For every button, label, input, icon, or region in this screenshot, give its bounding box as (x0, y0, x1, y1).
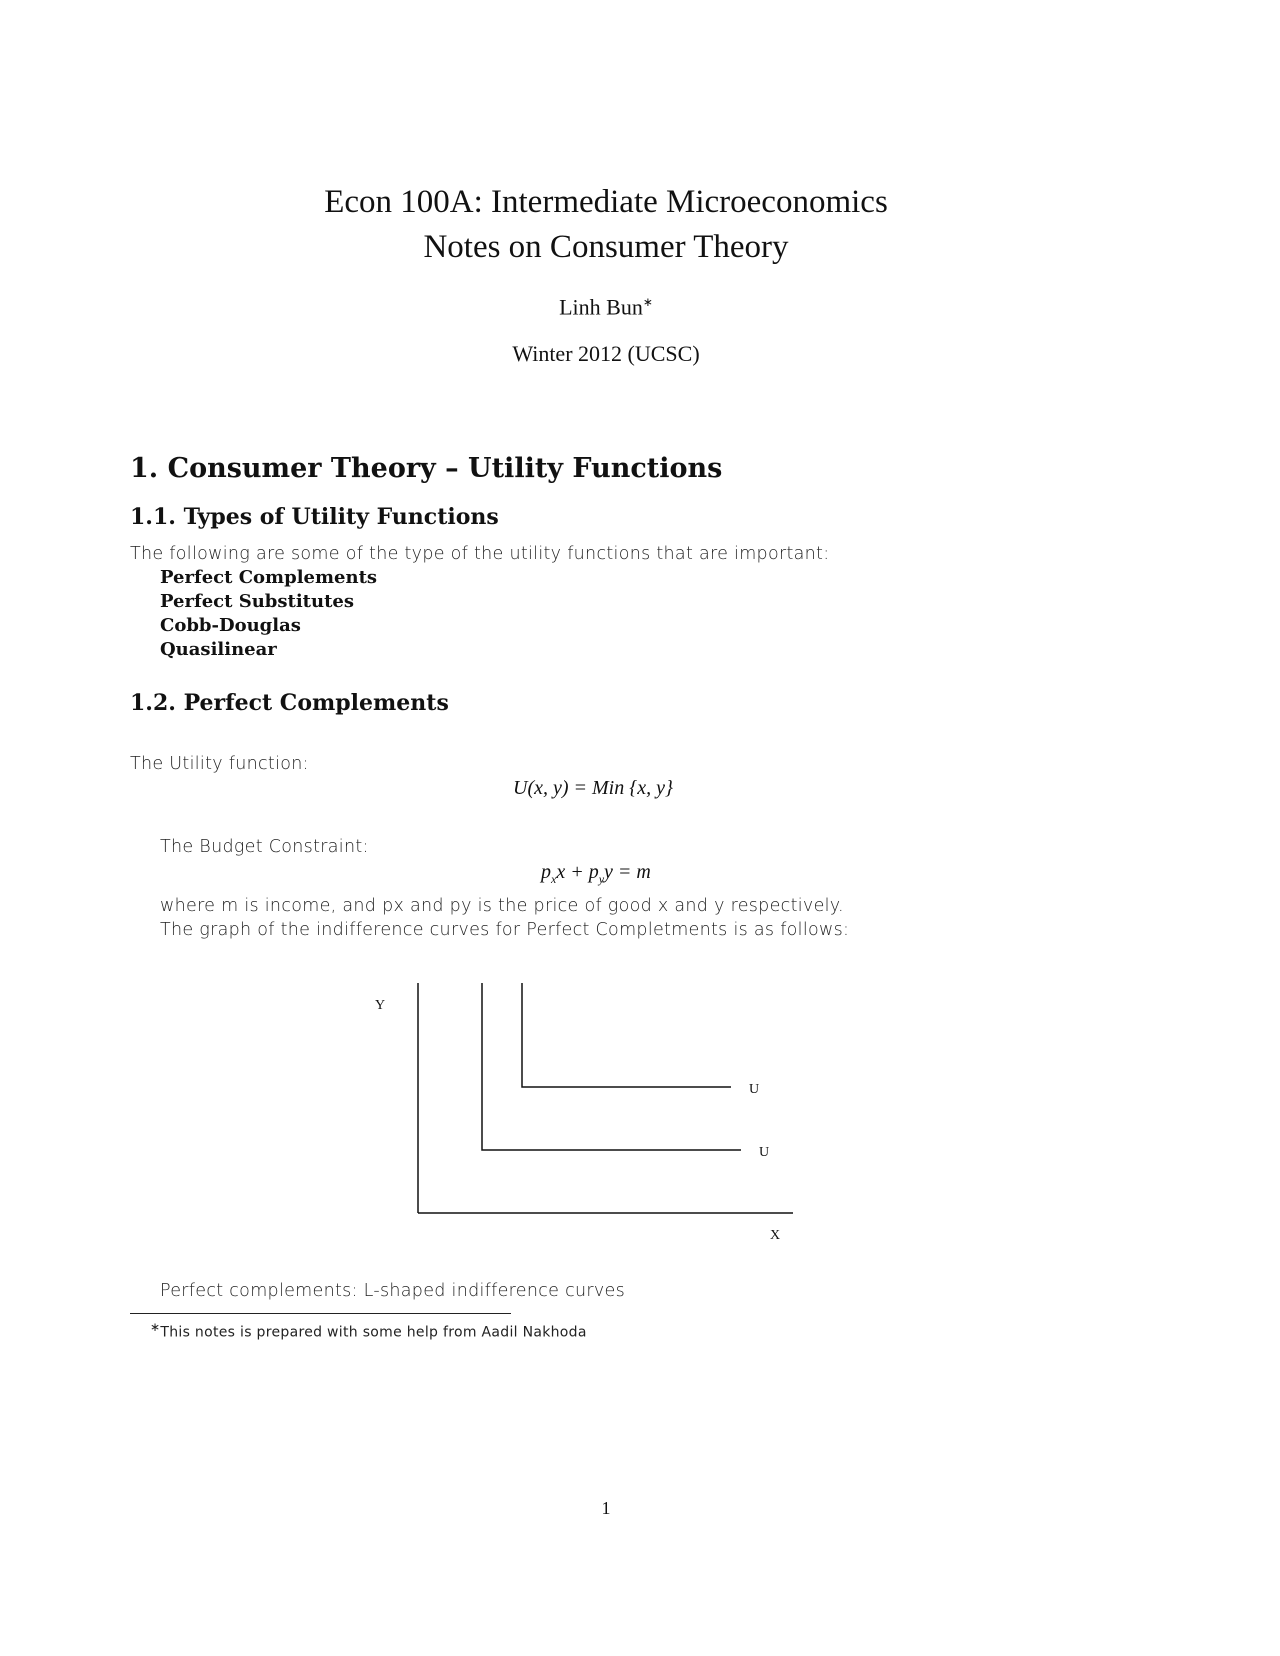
section-heading: 1. Consumer Theory – Utility Functions (130, 453, 723, 484)
list-item: Quasilinear (160, 639, 277, 660)
footnote-rule (130, 1313, 511, 1314)
author-name: Linh Bun (559, 294, 643, 320)
formula-part: x (551, 872, 557, 886)
figure-caption: Perfect complements: L-shaped indifference curves (160, 1281, 626, 1301)
formula-part: y (598, 872, 605, 886)
footnote-mark: ∗ (642, 295, 653, 309)
utility-formula: U(x, y) = Min {x, y} (513, 777, 673, 799)
indifference-curve-lower (482, 983, 741, 1150)
formula-part: x + p (556, 861, 599, 883)
subsection-heading-types: 1.1. Types of Utility Functions (130, 504, 499, 530)
y-axis-label: Y (375, 998, 386, 1013)
footnote-mark: ∗ (150, 1320, 161, 1334)
curve-label-lower: U (759, 1145, 770, 1160)
curve-label-upper: U (749, 1082, 760, 1097)
utility-label: The Utility function: (130, 754, 309, 774)
list-item: Perfect Substitutes (160, 591, 354, 612)
formula-part: y = m (604, 861, 651, 883)
document-title-line1: Econ 100A: Intermediate Microeconomics (324, 184, 888, 220)
graph-intro: The graph of the indifference curves for Perfect Completments is as follows: (160, 920, 850, 940)
footnote-text: This notes is prepared with some help from Aadil Nakhoda (160, 1324, 587, 1341)
date: Winter 2012 (UCSC) (512, 341, 700, 366)
list-item: Perfect Complements (160, 567, 378, 588)
x-axis-label: X (770, 1228, 781, 1243)
where-text: where m is income, and px and py is the price of good x and y respectively. (160, 896, 844, 916)
budget-label: The Budget Constraint: (160, 837, 369, 857)
footnote (150, 1321, 587, 1340)
list-item: Cobb-Douglas (160, 615, 301, 636)
intro-text: The following are some of the type of the utility functions that are important: (130, 544, 830, 564)
indifference-curve-upper (522, 983, 731, 1087)
subsection-heading-perfect-complements: 1.2. Perfect Complements (130, 690, 449, 716)
document-title-line2: Notes on Consumer Theory (423, 229, 789, 265)
formula-part: p (541, 861, 551, 883)
page-number: 1 (601, 1498, 611, 1518)
